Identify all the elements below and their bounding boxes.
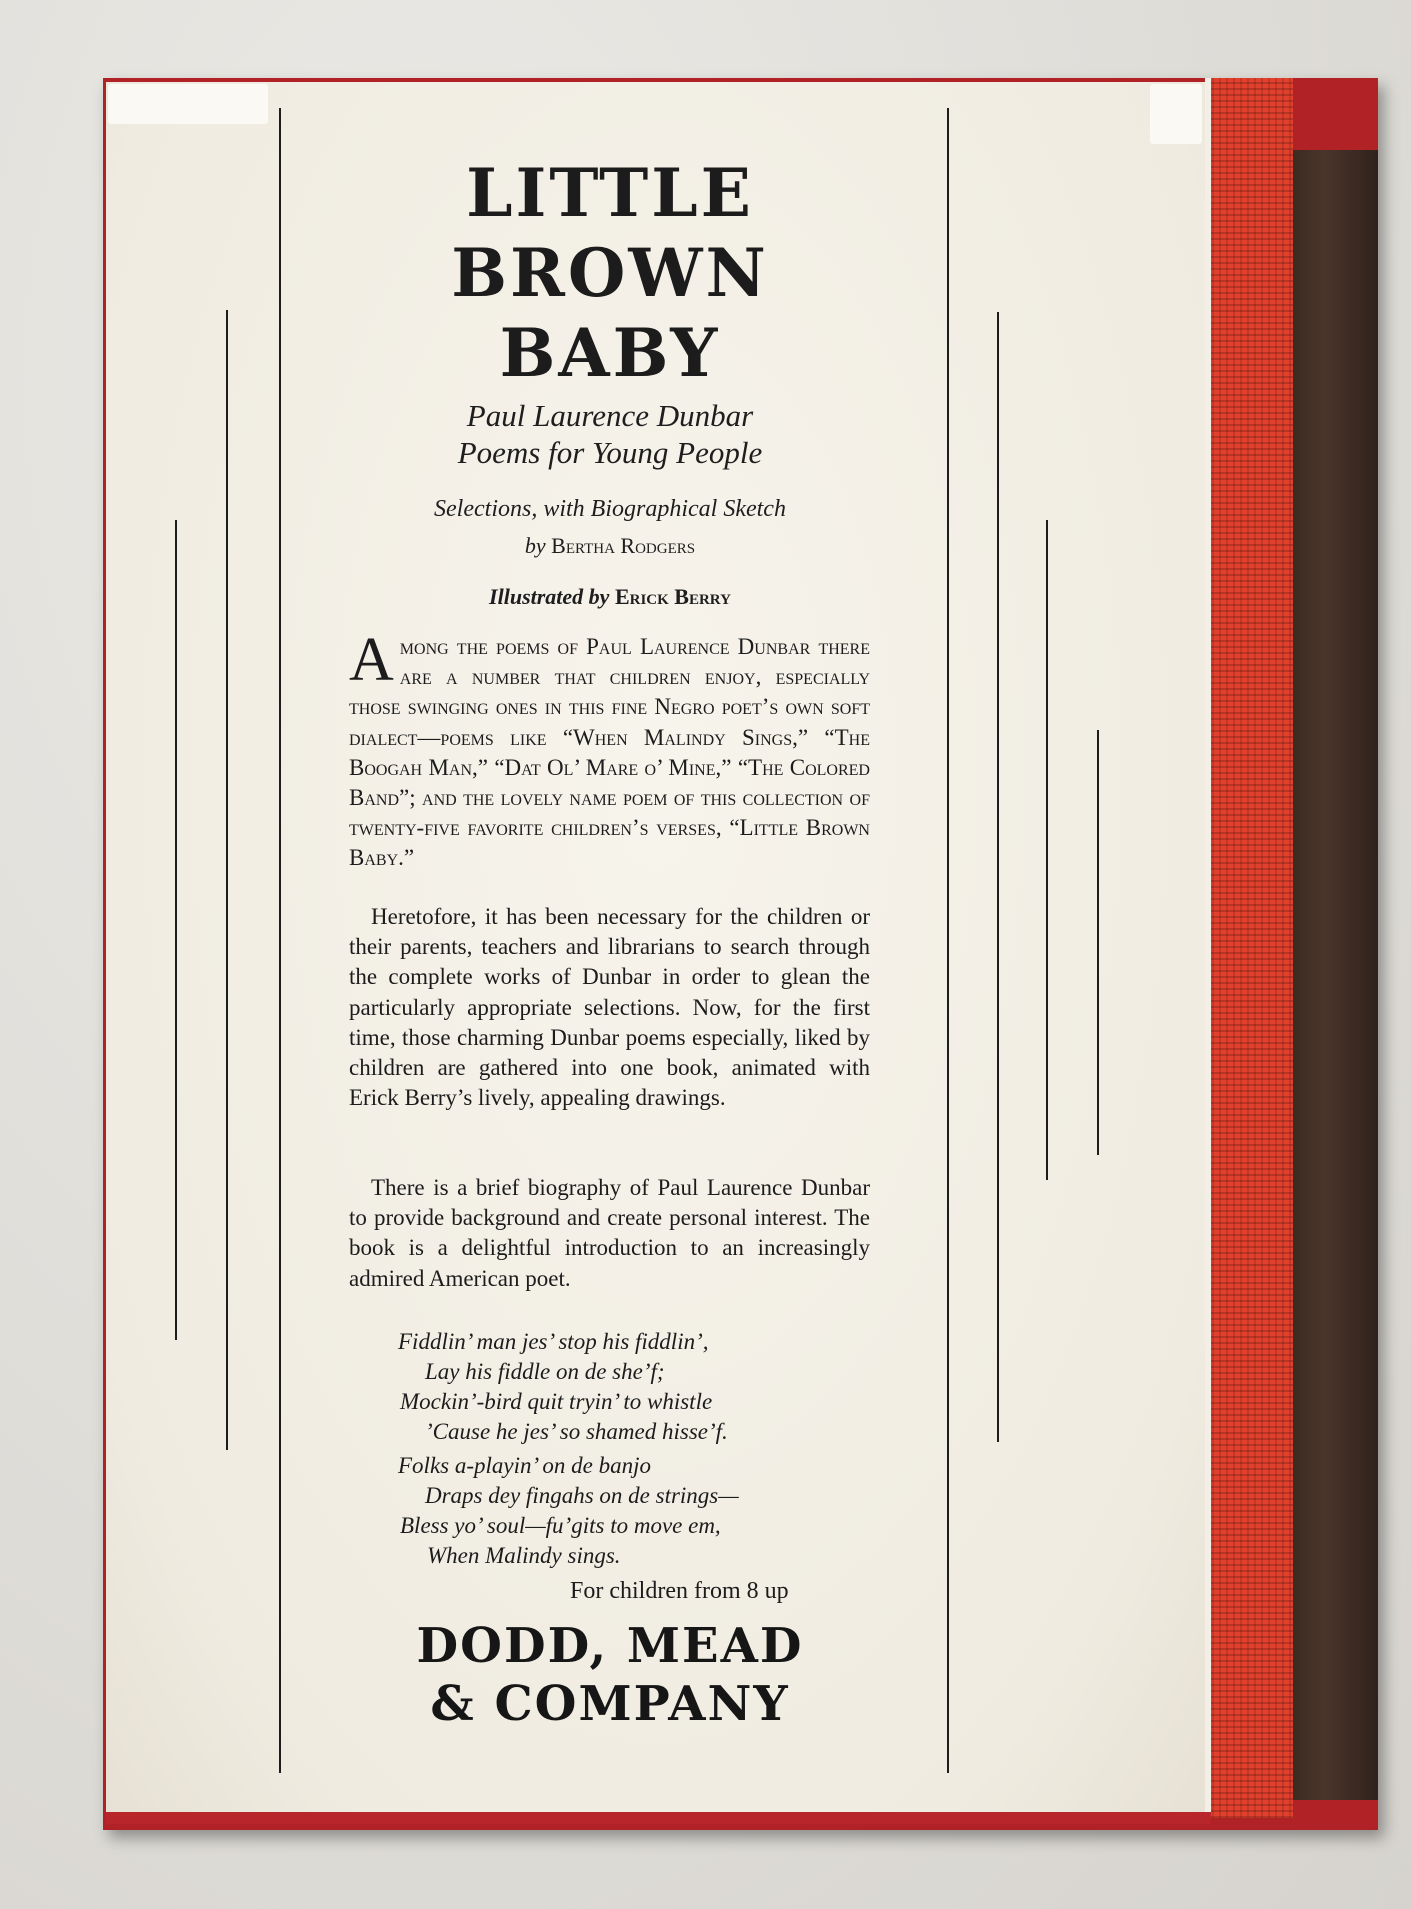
author-line: Paul Laurence Dunbar [466,398,754,433]
rule-line [997,312,999,1442]
rule-line [947,108,949,1773]
spine-fold-edge [1205,78,1211,1818]
rule-line [175,520,177,1340]
publisher-line-2: & COMPANY [430,1676,790,1732]
rule-line [1046,520,1048,1180]
title-line-2: BROWN [451,234,769,312]
illustrator-prefix: Illustrated by [489,584,610,609]
verse-line: Folks a-playin’ on de banjo [398,1453,651,1478]
drop-cap: A [349,626,394,694]
illustrator-name: Erick Berry [614,584,731,609]
book-back-board [1290,150,1378,1800]
verse-line: Fiddlin’ man jes’ stop his fiddlin’, [398,1329,709,1354]
dust-jacket-spine [1205,78,1293,1818]
rule-line [1097,730,1099,1155]
editor-name: Bertha Rodgers [551,533,696,558]
audience-note: For children from 8 up [570,1578,789,1604]
verse-line: Lay his fiddle on de she’f; [425,1359,665,1384]
jacket-wear [108,84,268,124]
editor-credit [280,535,940,557]
verse-line: Bless yo’ soul—fu’gits to move em, [400,1513,721,1538]
paragraph-1-text: mong the poems of Paul Laurence Dunbar there are a number that children enjoy, especially those swinging ones in this fine Negro poet’s own soft dialect—poems like “When Malindy Sings,” “The Boogah Man,” “Dat Ol’ Mare o’ Mine,” “The Colored Band”; and the lovely name poem of this collection of twenty-five favorite children’s verses, “Little Brown Baby.” [349,634,870,871]
subtitle: Poems for Young People [457,435,763,470]
publisher-line-1: DODD, MEAD [416,1618,804,1674]
rule-line [226,310,228,1450]
title-line-1: LITTLE [466,154,754,232]
jacket-wear [1150,84,1202,144]
editor-prefix: by [524,533,546,558]
verse-line: ’Cause he jes’ so shamed hisse’f. [425,1419,728,1444]
illustrator-credit [280,586,940,608]
description-paragraph-3: There is a brief biography of Paul Laurence Dunbar to provide background and create personal interest. The book is a delightful introduction to an increasingly admired American poet. [349,1175,870,1291]
title-line-3: BABY [499,314,721,392]
board-edge [106,1812,1211,1824]
verse-line: When Malindy sings. [427,1543,621,1568]
selections-line: Selections, with Biographical Sketch [434,496,786,522]
verse-line: Mockin’-bird quit tryin’ to whistle [400,1389,713,1414]
description-paragraph-1 [349,626,870,874]
description-paragraph-2: Heretofore, it has been necessary for the children or their parents, teachers and librarians to search through the complete works of Dunbar in order to glean the particularly appropriate selections. Now, for the first time, those charming Dunbar poems especially, liked by children are gathered into one book, animated with Erick Berry’s lively, appealing drawings. [349,904,870,1111]
verse-line: Draps dey fingahs on de strings— [425,1483,739,1508]
